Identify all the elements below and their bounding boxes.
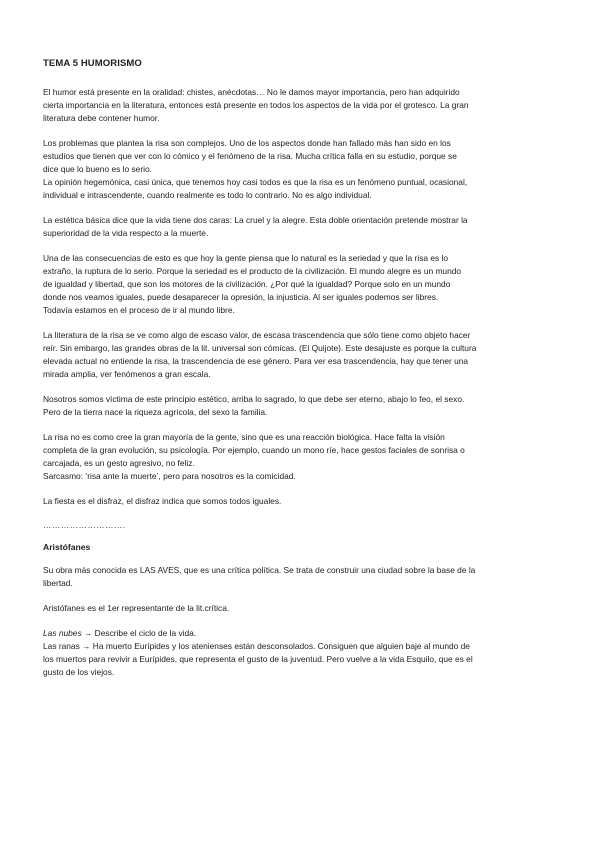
- text-line: Aristófanes es el 1er representante de la lit.crítica.: [43, 603, 230, 613]
- text-line: reír. Sin embargo, las grandes obras de la lit. universal son cómicas. (El Quijote). Este desajuste es porque la cultura: [43, 343, 477, 353]
- text-line: Todavía estamos en el proceso de ir al mundo libre.: [43, 305, 235, 315]
- section-text: [43, 564, 558, 615]
- paragraph: [43, 431, 558, 483]
- text-line: carcajada, es un gesto agresivo, no feliz.: [43, 458, 195, 468]
- text-line: La estética básica dice que la vida tiene dos caras: La cruel y la alegre. Esta doble orientación pretende mostrar la: [43, 215, 468, 225]
- paragraph: [43, 393, 558, 419]
- document-page: [43, 58, 558, 691]
- paragraph: [43, 564, 558, 590]
- text-line: superioridad de la vida respecto a la muerte.: [43, 228, 209, 238]
- text-line: Su obra más conocida es LAS AVES, que es una crítica política. Se trata de construir una ciudad sobre la base de la: [43, 565, 476, 575]
- text-line: La risa no es como cree la gran mayoría de la gente, sino que es una reacción biológica. Hace falta la visión: [43, 432, 445, 442]
- text-line: El humor está presente en la oralidad: chistes, anécdotas… No le damos mayor importancia, pero han adquirido: [43, 87, 460, 97]
- ranas-line: gusto de los viejos.: [43, 667, 115, 677]
- nubes-title: Las nubes: [43, 628, 82, 638]
- ranas-line: los muertos para revivir a Eurípides, que representa el gusto de la juventud. Pero vuelve a la vida Esquilo, que es el: [43, 654, 473, 664]
- text-line: completa de la gran evolución, su psicología. Por ejemplo, cuando un mono ríe, hace gestos faciales de sonrisa o: [43, 445, 465, 455]
- text-line: Los problemas que plantea la risa son complejos. Uno de los aspectos donde han fallado más han sido en los: [43, 138, 451, 148]
- paragraph: [43, 329, 558, 381]
- paragraph: [43, 86, 558, 125]
- text-line: Pero de la tierra nace la riqueza agrícola, del sexo la familia.: [43, 407, 268, 417]
- text-line: elevada actual no entiende la risa, la trascendencia de ese género. Para ver esa trascendencia, hay que tener una: [43, 356, 469, 366]
- page-title: TEMA 5 HUMORISMO: [43, 58, 142, 69]
- final-paragraph: [43, 627, 558, 679]
- text-line: estudios que tienen que ver con lo cómico y el fenómeno de la risa. Mucha crítica falla en su estudio, porque se: [43, 151, 457, 161]
- text-line: La opinión hegemónica, casi única, que tenemos hoy casi todos es que la risa es un fenómeno puntual, ocasional,: [43, 177, 468, 187]
- text-line: Nosotros somos víctima de este principio estético, arriba lo sagrado, lo que debe ser eterno, abajo lo feo, el sexo.: [43, 394, 465, 404]
- nubes-text: → Describe el ciclo de la vida.: [81, 628, 197, 638]
- text-line: dice que lo bueno es lo serio.: [43, 164, 152, 174]
- text-line: donde nos veamos iguales, puede desaparecer la opresión, la injusticia. Al ser iguales podemos ser libres.: [43, 292, 439, 302]
- paragraph: [43, 602, 558, 615]
- text-line: individual e intrascendente, cuando realmente es todo lo contrario. No es algo individual.: [43, 190, 372, 200]
- text-line: Una de las consecuencias de esto es que hoy la gente piensa que lo natural es la seriedad y que la risa es lo: [43, 253, 449, 263]
- section-heading: Aristófanes: [43, 542, 91, 552]
- separator: ……………………….: [43, 520, 126, 530]
- text-line: La literatura de la risa se ve como algo de escaso valor, de escasa trascendencia que sólo tiene como objeto hacer: [43, 330, 471, 340]
- text-line: de igualdad y libertad, que son los motores de la civilización. ¿Por qué la igualdad? Porque solo en un mundo: [43, 279, 451, 289]
- text-line: literatura debe contener humor.: [43, 113, 160, 123]
- paragraph: [43, 137, 558, 202]
- ranas-line: Las ranas → Ha muerto Eurípides y los atenienses están desconsolados. Consiguen que alguien baje al mundo de: [43, 641, 470, 651]
- text-line: La fiesta es el disfraz, el disfraz indica que somos todos iguales.: [43, 496, 282, 506]
- paragraph: [43, 252, 558, 317]
- text-line: cierta importancia en la literatura, entonces está presente en todos los aspectos de la vida por el grotesco. La gran: [43, 100, 469, 110]
- nubes-line: [43, 627, 558, 640]
- text-line: extraño, la ruptura de lo serio. Porque la seriedad es el producto de la civilización. El mundo alegre es un mundo: [43, 266, 462, 276]
- paragraph: [43, 214, 558, 240]
- paragraph: [43, 495, 558, 508]
- text-line: Sarcasmo: ‘risa ante la muerte’, pero para nosotros es la comicidad.: [43, 471, 296, 481]
- text-line: libertad.: [43, 578, 73, 588]
- body-text: [43, 86, 558, 508]
- text-line: mirada amplia, ver fenómenos a gran escala.: [43, 369, 211, 379]
